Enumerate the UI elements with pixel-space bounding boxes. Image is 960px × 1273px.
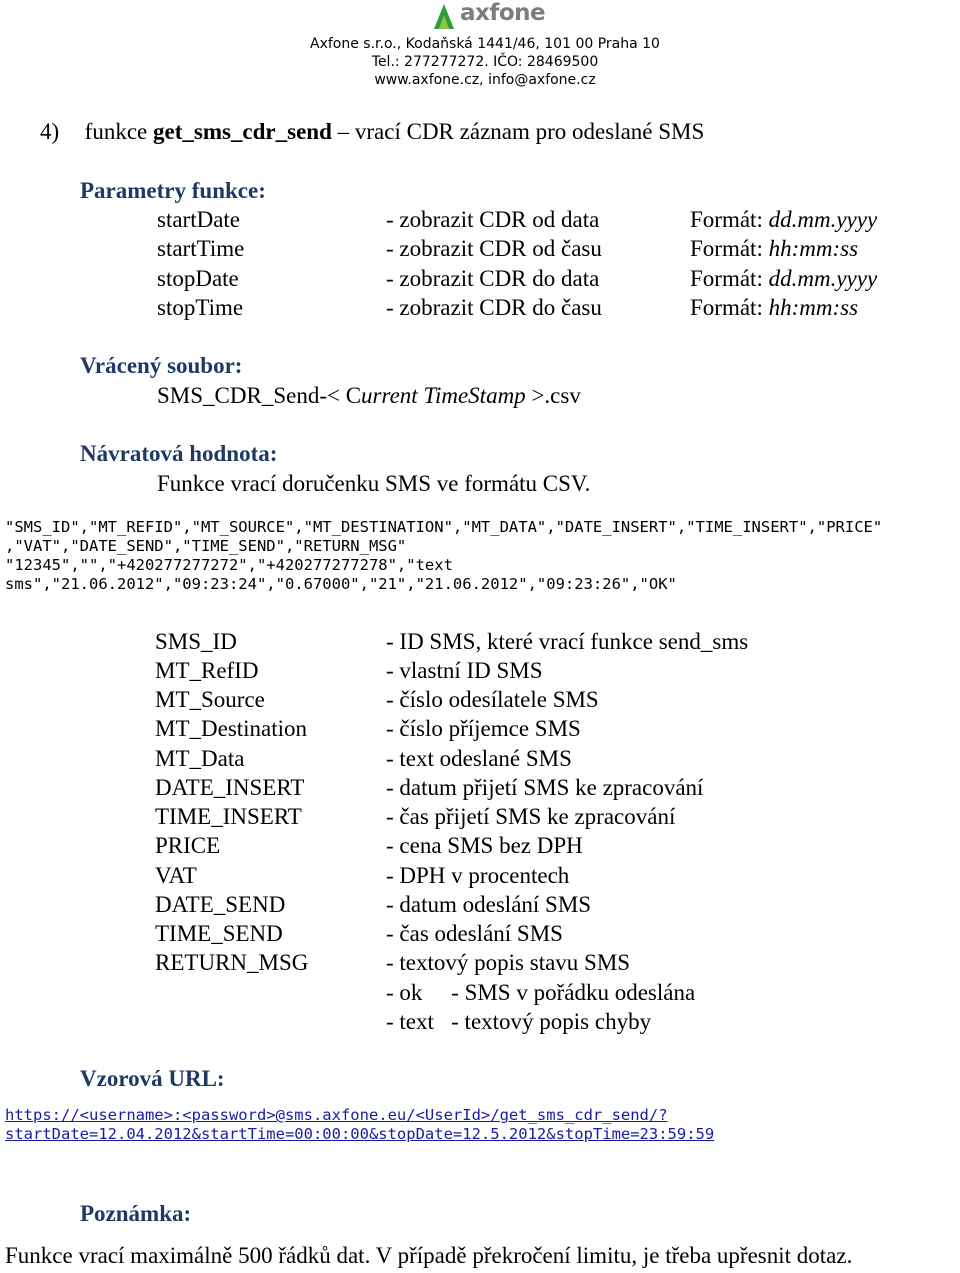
field-name: MT_Data: [155, 746, 245, 771]
param-name: startDate: [157, 207, 241, 232]
format-value: hh:mm:ss: [768, 236, 859, 261]
param-row: [0, 206, 960, 234]
return-value-heading: Návratová hodnota:: [80, 441, 278, 466]
field-desc: - datum přijetí SMS ke zpracování: [386, 775, 704, 800]
logo-mark-icon: [430, 2, 458, 30]
field-desc: - DPH v procentech: [386, 863, 570, 888]
section-prefix: funkce: [84, 119, 153, 144]
field-desc: - čas přijetí SMS ke zpracování: [386, 804, 676, 829]
function-name: get_sms_cdr_send: [153, 119, 332, 144]
returned-file-heading: Vrácený soubor:: [80, 353, 243, 378]
company-address: Axfone s.r.o., Kodaňská 1441/46, 101 00 Praha 10: [310, 36, 660, 52]
csv-line: ,"VAT","DATE_SEND","TIME_SEND","RETURN_MSG": [5, 537, 407, 555]
logo-text: axfone: [460, 0, 546, 26]
file-timestamp: urrent TimeStamp: [361, 383, 526, 408]
format-value: hh:mm:ss: [768, 295, 859, 320]
field-name: DATE_INSERT: [155, 775, 305, 800]
field-name: PRICE: [155, 833, 221, 858]
param-format: [690, 235, 858, 263]
param-row: [0, 235, 960, 263]
param-row: [0, 294, 960, 322]
example-url-line2[interactable]: startDate=12.04.2012&startTime=00:00:00&stopDate=12.5.2012&stopTime=23:59:59: [5, 1125, 715, 1143]
format-value: dd.mm.yyyy: [768, 207, 878, 232]
field-desc: - cena SMS bez DPH: [386, 833, 583, 858]
returned-file-name: [157, 382, 581, 410]
parameters-heading: Parametry funkce:: [80, 178, 266, 203]
csv-line: "SMS_ID","MT_REFID","MT_SOURCE","MT_DESTINATION","MT_DATA","DATE_INSERT","TIME_INSERT","PRICE": [5, 518, 883, 536]
param-desc: - zobrazit CDR od času: [386, 236, 602, 261]
format-label: Formát:: [690, 207, 769, 232]
section-title: [40, 118, 704, 146]
example-url-heading: Vzorová URL:: [80, 1066, 225, 1091]
field-name: SMS_ID: [155, 629, 237, 654]
example-url-line1[interactable]: https://<username>:<password>@sms.axfone.eu/<UserId>/get_sms_cdr_send/?: [5, 1106, 668, 1124]
field-desc: - čas odeslání SMS: [386, 921, 563, 946]
field-desc: - textový popis stavu SMS: [386, 950, 631, 975]
param-name: stopDate: [157, 266, 239, 291]
field-desc-sub: - ok - SMS v pořádku odeslána: [386, 980, 696, 1005]
file-suffix: >.csv: [525, 383, 581, 408]
field-name: RETURN_MSG: [155, 950, 309, 975]
format-label: Formát:: [690, 236, 769, 261]
field-name: MT_Destination: [155, 716, 308, 741]
csv-line: "12345","","+420277277272","+420277277278","text: [5, 556, 453, 574]
csv-line: sms","21.06.2012","09:23:24","0.67000","21","21.06.2012","09:23:26","OK": [5, 575, 677, 593]
company-phone: Tel.: 277277272. IČO: 28469500: [371, 54, 599, 70]
company-web: www.axfone.cz, info@axfone.cz: [374, 72, 596, 88]
company-logo: [430, 2, 580, 32]
field-name: DATE_SEND: [155, 892, 286, 917]
return-value-text: Funkce vrací doručenku SMS ve formátu CSV.: [157, 471, 591, 496]
field-desc: - datum odeslání SMS: [386, 892, 592, 917]
format-value: dd.mm.yyyy: [768, 266, 878, 291]
note-heading: Poznámka:: [80, 1201, 192, 1226]
param-format: [690, 265, 877, 293]
field-desc: - číslo odesílatele SMS: [386, 687, 599, 712]
field-desc: - číslo příjemce SMS: [386, 716, 581, 741]
field-name: TIME_SEND: [155, 921, 283, 946]
param-name: startTime: [157, 236, 245, 261]
param-desc: - zobrazit CDR do času: [386, 295, 602, 320]
section-number: 4): [40, 119, 60, 144]
field-name: MT_RefID: [155, 658, 259, 683]
field-name: TIME_INSERT: [155, 804, 302, 829]
field-desc: - text odeslané SMS: [386, 746, 572, 771]
field-desc: - vlastní ID SMS: [386, 658, 543, 683]
file-prefix: SMS_CDR_Send-< C: [157, 383, 362, 408]
param-desc: - zobrazit CDR od data: [386, 207, 600, 232]
format-label: Formát:: [690, 266, 769, 291]
format-label: Formát:: [690, 295, 769, 320]
param-desc: - zobrazit CDR do data: [386, 266, 600, 291]
field-desc: - ID SMS, které vrací funkce send_sms: [386, 629, 749, 654]
param-format: [690, 206, 877, 234]
param-format: [690, 294, 858, 322]
param-row: [0, 265, 960, 293]
field-name: MT_Source: [155, 687, 265, 712]
note-text: Funkce vrací maximálně 500 řádků dat. V případě překročení limitu, je třeba upřesnit dotaz.: [5, 1243, 853, 1268]
section-suffix: – vrací CDR záznam pro odeslané SMS: [331, 119, 705, 144]
field-name: VAT: [155, 863, 197, 888]
field-desc-sub: - text - textový popis chyby: [386, 1009, 652, 1034]
param-name: stopTime: [157, 295, 244, 320]
